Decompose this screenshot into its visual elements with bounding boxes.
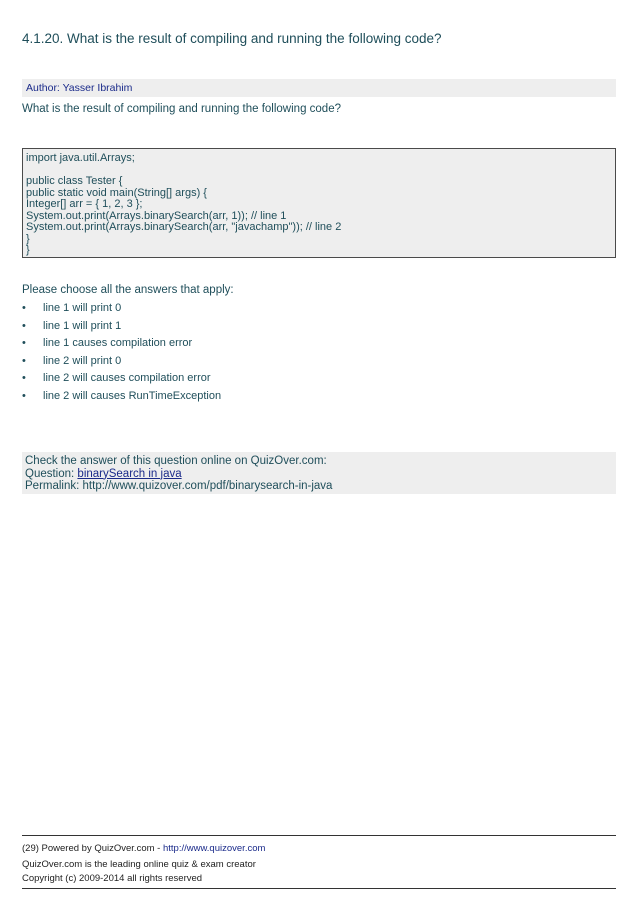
permalink-url: http://www.quizover.com/pdf/binarysearch-in-java [82, 480, 333, 492]
code-line: System.out.print(Arrays.binarySearch(arr, 1)); // line 1 [26, 209, 287, 222]
question-link-row [25, 468, 616, 481]
bullet-icon: • [22, 389, 26, 402]
answer-text: line 2 will causes RunTimeException [43, 389, 222, 402]
code-line: import java.util.Arrays; [26, 152, 135, 164]
code-line: } [26, 244, 30, 256]
footer-divider-top [22, 835, 616, 836]
permalink-label: Permalink: [25, 480, 83, 492]
footer-site-link[interactable]: http://www.quizover.com [162, 843, 266, 854]
author-name: Author: Yasser Ibrahim [26, 82, 133, 94]
footer-copyright: Copyright (c) 2009-2014 all rights reserved [22, 873, 203, 884]
answer-text: line 2 will causes compilation error [43, 372, 211, 384]
answer-text: line 1 causes compilation error [43, 337, 193, 349]
answers-label: Please choose all the answers that apply: [22, 284, 234, 296]
answer-text: line 1 will print 1 [43, 319, 122, 332]
question-text: What is the result of compiling and running the following code? [22, 103, 341, 115]
code-line: public static void main(String[] args) { [26, 186, 207, 199]
code-line: Integer[] arr = { 1, 2, 3 }; [26, 198, 143, 210]
online-answer-box [22, 452, 616, 494]
online-check-text: Check the answer of this question online on QuizOver.com: [25, 455, 327, 467]
question-link[interactable]: binarySearch in java [77, 467, 182, 480]
code-line: System.out.print(Arrays.binarySearch(arr, "javachamp")); // line 2 [26, 221, 342, 233]
answer-text: line 1 will print 0 [43, 302, 122, 314]
bullet-icon: • [22, 302, 26, 314]
bullet-icon: • [22, 354, 26, 367]
question-link-label: Question: [25, 467, 78, 480]
footer-tagline: QuizOver.com is the leading online quiz & exam creator [22, 859, 256, 870]
permalink-row [25, 480, 616, 493]
bullet-icon: • [22, 319, 26, 332]
footer-powered-text: (29) Powered by QuizOver.com - [22, 843, 163, 854]
bullet-icon: • [22, 372, 26, 384]
code-block [22, 148, 616, 258]
footer-powered [22, 843, 265, 854]
code-line: public class Tester { [26, 175, 123, 187]
code-line: } [26, 232, 30, 245]
question-title: 4.1.20. What is the result of compiling and running the following code? [22, 31, 442, 46]
answer-text: line 2 will print 0 [43, 354, 122, 367]
footer-divider-bottom [22, 888, 616, 889]
bullet-icon: • [22, 337, 26, 349]
author-bar [22, 79, 616, 97]
